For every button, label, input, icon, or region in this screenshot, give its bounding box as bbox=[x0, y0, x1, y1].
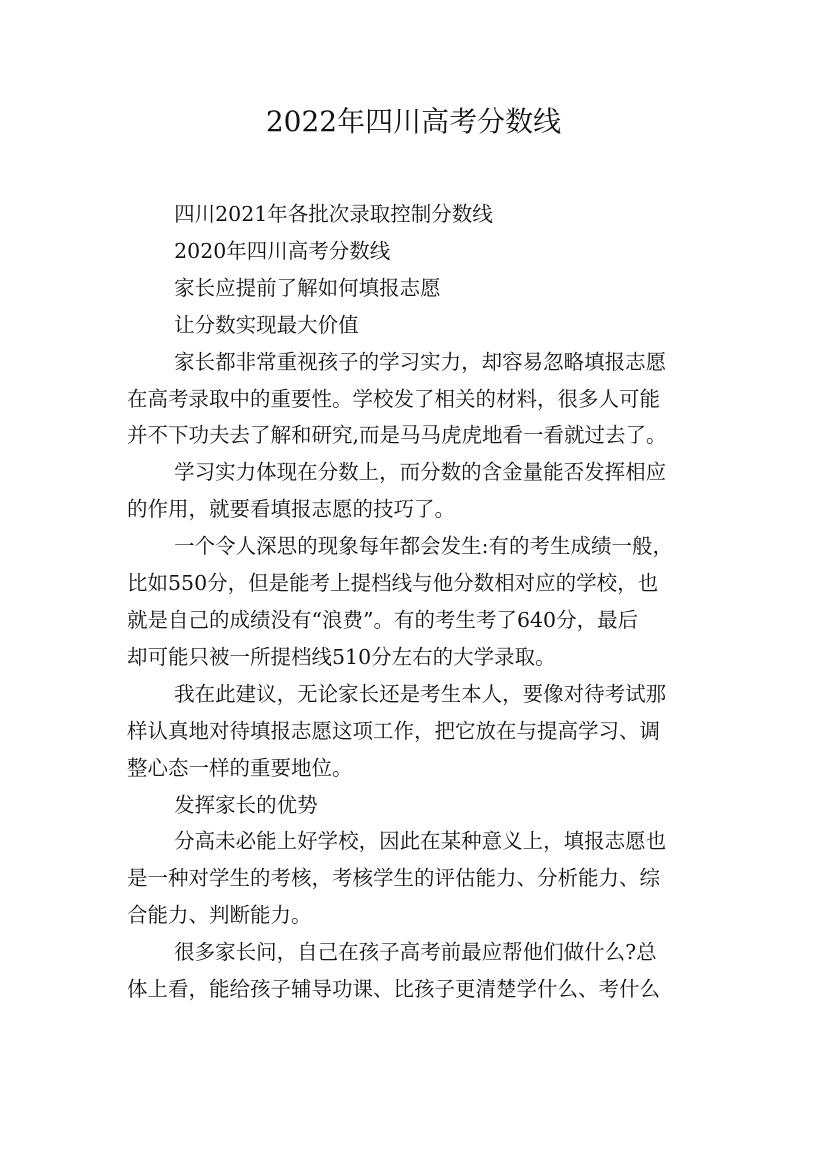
paragraph-line: 分高未必能上好学校，因此在某种意义上，填报志愿也 bbox=[174, 829, 667, 854]
paragraph bbox=[127, 233, 712, 270]
document-title: 2022年四川高考分数线 bbox=[265, 105, 562, 138]
paragraph-line: 让分数实现最大价值 bbox=[174, 312, 359, 337]
paragraph-line: 并不下功夫去了解和研究,而是马马虎虎地看一看就过去了。 bbox=[127, 423, 667, 448]
paragraph-line: 学习实力体现在分数上，而分数的含金量能否发挥相应 bbox=[174, 460, 667, 485]
paragraph bbox=[127, 528, 712, 676]
paragraph-line: 整心态一样的重要地位。 bbox=[127, 755, 353, 780]
document-body bbox=[127, 196, 712, 1008]
paragraph bbox=[127, 196, 712, 233]
paragraph-line: 我在此建议，无论家长还是考生本人，要像对待考试那 bbox=[174, 681, 667, 706]
paragraph-line: 在高考录取中的重要性。学校发了相关的材料，很多人可能 bbox=[127, 386, 660, 411]
paragraph bbox=[127, 270, 712, 307]
paragraph-line: 四川2021年各批次录取控制分数线 bbox=[174, 202, 493, 226]
paragraph-line: 就是自己的成绩没有“浪费”。有的考生考了640分，最后 bbox=[127, 607, 639, 632]
paragraph-line: 合能力、判断能力。 bbox=[127, 903, 312, 928]
paragraph bbox=[127, 454, 712, 528]
paragraph bbox=[127, 787, 712, 824]
paragraph bbox=[127, 934, 712, 1008]
paragraph-line: 样认真地对待填报志愿这项工作，把它放在与提高学习、调 bbox=[127, 718, 660, 743]
paragraph bbox=[127, 676, 712, 787]
paragraph bbox=[127, 344, 712, 455]
paragraph bbox=[127, 823, 712, 934]
paragraph-line: 家长应提前了解如何填报志愿 bbox=[174, 275, 441, 300]
paragraph-line: 是一种对学生的考核，考核学生的评估能力、分析能力、综 bbox=[127, 866, 660, 891]
paragraph-line: 一个令人深思的现象每年都会发生:有的考生成绩一般， bbox=[174, 534, 674, 559]
paragraph-line: 家长都非常重视孩子的学习实力，却容易忽略填报志愿 bbox=[174, 349, 667, 374]
paragraph-line: 的作用，就要看填报志愿的技巧了。 bbox=[127, 497, 455, 522]
paragraph-line: 2020年四川高考分数线 bbox=[174, 238, 391, 263]
paragraph-line: 比如550分，但是能考上提档线与他分数相对应的学校，也 bbox=[127, 571, 659, 596]
paragraph-line: 体上看，能给孩子辅导功课、比孩子更清楚学什么、考什么 bbox=[127, 977, 660, 1002]
paragraph-line: 却可能只被一所提档线510分左右的大学录取。 bbox=[127, 644, 556, 669]
paragraph-line: 很多家长问，自己在孩子高考前最应帮他们做什么?总 bbox=[174, 940, 657, 965]
paragraph-line: 发挥家长的优势 bbox=[174, 792, 318, 817]
paragraph bbox=[127, 307, 712, 344]
